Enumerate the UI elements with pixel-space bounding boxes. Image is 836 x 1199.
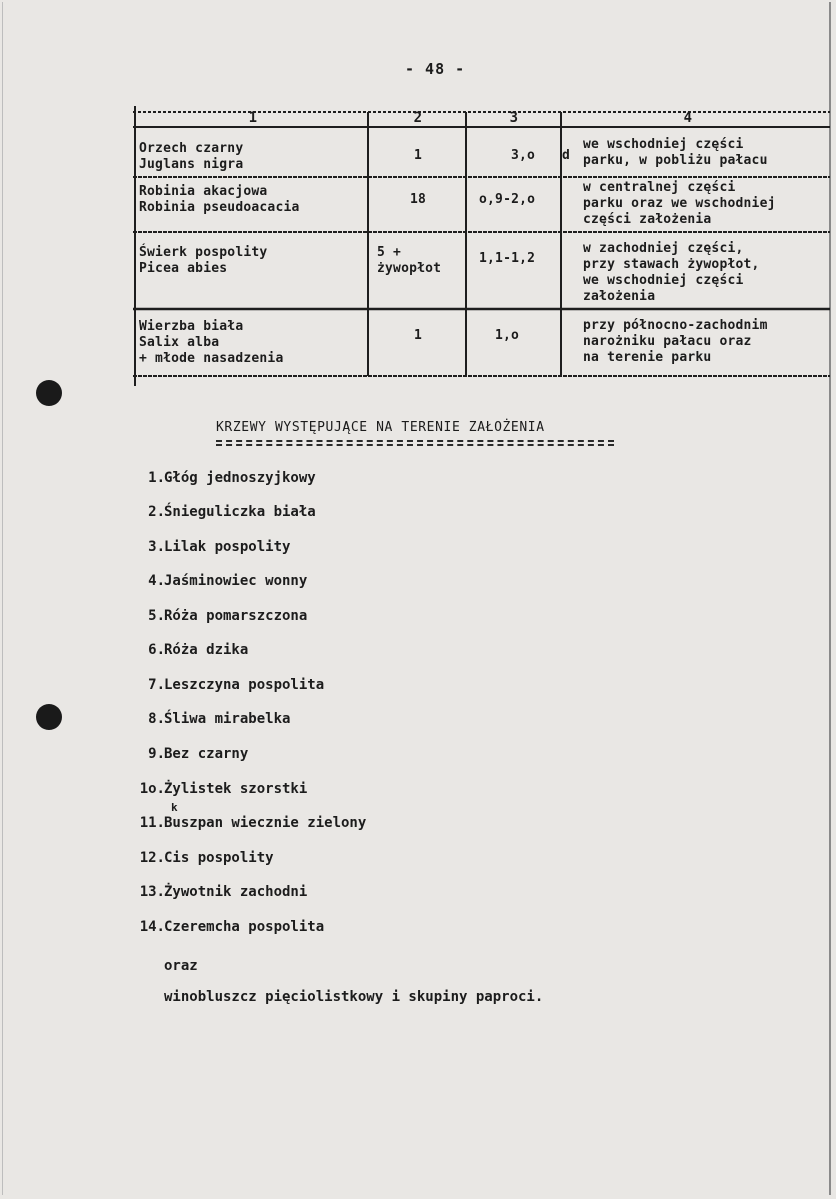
list-item: 9. Bez czarny [148,746,249,762]
list-item: 14. Czeremcha pospolita [139,919,325,935]
header-col-1: 1 [248,110,258,126]
row-1-location-2: parku, w pobliżu pałacu [583,153,768,168]
shrubs-heading: KRZEWY WYSTĘPUJĄCE NA TERENIE ZAŁOŻENIA [216,420,545,435]
header-col-2: 2 [413,110,423,126]
row-4-name-note: + młode nasadzenia [139,351,284,366]
list-item: 8. Śliwa mirabelka [148,711,291,727]
row-3-name-latin: Picea abies [139,261,228,276]
row-2-name-latin: Robinia pseudoacacia [139,200,300,215]
punch-hole-bottom [36,704,62,730]
punch-hole-top [36,380,62,406]
list-item: 6. Róża dzika [148,642,249,658]
row-3-location-2: przy stawach żywopłot, [583,257,760,272]
header-col-4: 4 [683,110,693,126]
row-3-count-2: żywopłot [377,261,442,276]
row-4-location-1: przy północno-zachodnim [583,318,768,333]
list-item: 1o. Żylistek szorstki [139,781,308,797]
list-item: 7. Leszczyna pospolita [148,677,325,693]
row-1-name-latin: Juglans nigra [139,157,244,172]
list-item: 11. Buszpan wiecznie zielony k [139,801,367,831]
list-item: 3. Lilak pospolity [148,539,291,555]
list-item: 2. Śnieguliczka biała [148,504,316,520]
list-item: 13. Żywotnik zachodni [139,884,308,900]
row-2-size: o,9-2,o [479,192,536,207]
row-2-location-1: w centralnej części [583,180,736,195]
list-item: 4. Jaśminowiec wonny [148,573,308,589]
oraz-text: oraz [164,958,198,974]
row-1-location-1: we wschodniej części [583,137,744,152]
row-4-count: 1 [413,328,423,343]
row-3-count-1: 5 + [377,245,402,260]
list-item: 5. Róża pomarszczona [148,608,308,624]
page-number: - 48 - [405,60,466,78]
list-item: 12. Cis pospolity [139,850,274,866]
row-1-name-common: Orzech czarny [139,141,244,156]
row-1-count: 1 [413,148,423,163]
handwritten-correction: k [171,801,178,814]
row-1-size: 3,o [511,148,536,163]
row-1-extra-mark: d [562,148,571,163]
row-3-location-4: założenia [583,289,656,304]
row-3-location-3: we wschodniej części [583,273,744,288]
list-item: 1. Głóg jednoszyjkowy [148,470,316,486]
row-2-location-2: parku oraz we wschodniej [583,196,776,211]
row-3-name-common: Świerk pospolity [139,245,268,260]
heading-underline [216,440,614,446]
row-4-name-common: Wierzba biała [139,319,244,334]
header-col-3: 3 [509,110,519,126]
row-4-size: 1,o [495,328,520,343]
row-2-location-3: części założenia [583,212,712,227]
row-3-size: 1,1-1,2 [479,251,536,266]
closing-text: winobluszcz pięciolistkowy i skupiny paproci. [164,989,544,1005]
row-4-location-3: na terenie parku [583,350,712,365]
row-2-name-common: Robinia akacjowa [139,184,268,199]
row-4-location-2: narożniku pałacu oraz [583,334,752,349]
row-3-location-1: w zachodniej części, [583,241,744,256]
row-4-name-latin: Salix alba [139,335,220,350]
row-2-count: 18 [409,192,427,207]
